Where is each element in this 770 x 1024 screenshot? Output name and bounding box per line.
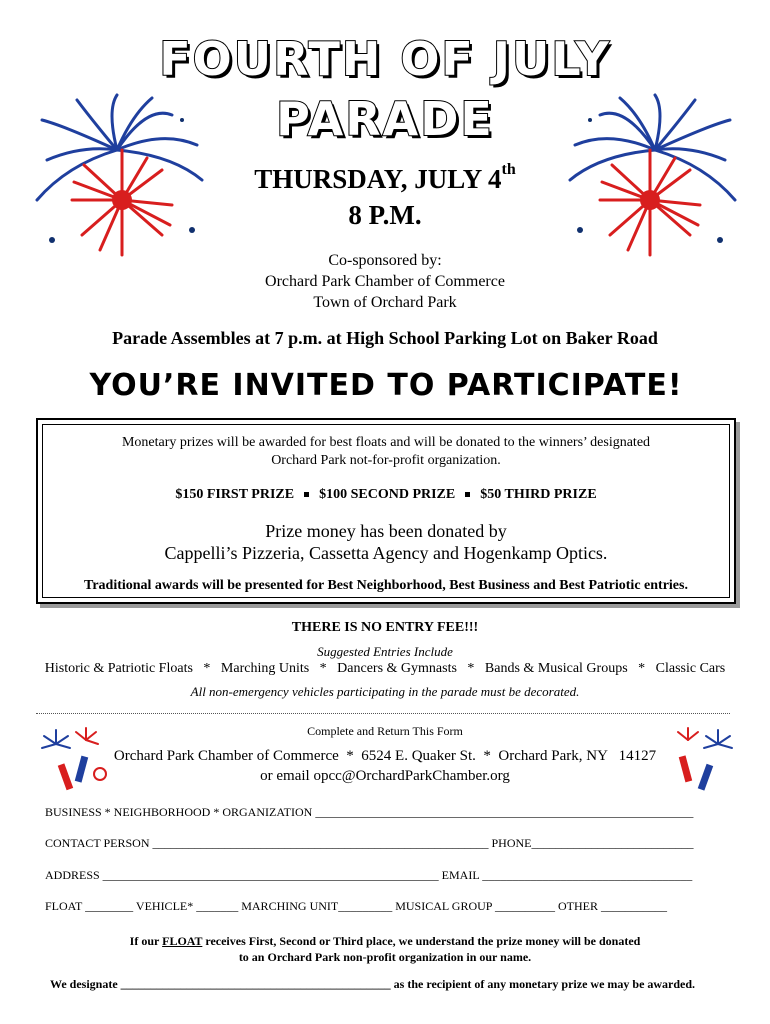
traditional-awards: Traditional awards will be presented for Best Neighborhood, Best Business and Best Patriotic entries. — [84, 578, 688, 593]
address-email-field[interactable]: ADDRESS ________________________________________________________ EMAIL ___________________________________ — [45, 868, 693, 882]
note-line-2: to an Orchard Park non-profit organization in our name. — [238, 950, 532, 964]
note-pre: If our — [129, 934, 163, 948]
contact-phone-field[interactable]: CONTACT PERSON ________________________________________________________ PHONE___________________________ — [45, 836, 694, 850]
prize-list — [38, 487, 734, 503]
entry-type-field[interactable]: FLOAT ________ VEHICLE* _______ MARCHING UNIT_________ MUSICAL GROUP __________ OTHER ___________ — [45, 899, 668, 913]
no-entry-fee: THERE IS NO ENTRY FEE!!! — [291, 620, 479, 635]
suggested-entries-heading: Suggested Entries Include — [317, 644, 453, 659]
title-line-1: FOURTH OF JULY — [159, 32, 611, 86]
invite-heading: YOU’RE INVITED TO PARTICIPATE! — [89, 368, 683, 403]
second-prize: $100 SECOND PRIZE — [319, 487, 456, 502]
sponsor-1: Orchard Park Chamber of Commerce — [265, 273, 505, 290]
sponsor-2: Town of Orchard Park — [313, 294, 457, 311]
title-line-2: PARADE — [276, 92, 494, 146]
event-date-main: THURSDAY, JULY 4 — [254, 164, 502, 194]
email-line[interactable]: or email opcc@OrchardParkChamber.org — [260, 768, 510, 784]
note-float: FLOAT — [162, 934, 203, 948]
donors — [38, 520, 734, 564]
sponsor-block — [0, 250, 770, 313]
designate-field[interactable]: We designate _____________________________________________ as the recipient of any monetary prize we may be awarded. — [50, 977, 696, 991]
third-prize: $50 THIRD PRIZE — [480, 487, 597, 502]
event-date-suffix: th — [501, 161, 516, 178]
prize-note — [0, 933, 770, 965]
assembly-info: Parade Assembles at 7 p.m. at High School Parking Lot on Baker Road — [112, 328, 658, 348]
sponsor-intro: Co-sponsored by: — [328, 252, 442, 269]
first-prize: $150 FIRST PRIZE — [175, 487, 295, 502]
decoration-notice: All non-emergency vehicles participating in the parade must be decorated. — [190, 684, 580, 699]
prize-text-1: Monetary prizes will be awarded for best floats and will be donated to the winners’ designated — [121, 435, 651, 450]
business-field[interactable]: BUSINESS * NEIGHBORHOOD * ORGANIZATION _______________________________________________________________ — [45, 805, 694, 819]
entries-list: Historic & Patriotic Floats * Marching Units * Dancers & Gymnasts * Bands & Musical Groups * Classic Cars — [44, 661, 726, 676]
note-line-1 — [0, 933, 770, 949]
prize-description — [38, 434, 734, 470]
event-date — [0, 161, 770, 195]
event-time: 8 P.M. — [348, 200, 422, 230]
rockets-right-icon — [662, 726, 742, 796]
prize-box — [36, 418, 736, 604]
note-post: receives First, Second or Third place, we understand the prize money will be donated — [202, 934, 641, 948]
form-heading: Complete and Return This Form — [307, 724, 463, 738]
cut-line — [36, 713, 730, 714]
donated-line-1: Prize money has been donated by — [265, 521, 507, 541]
address-line: Orchard Park Chamber of Commerce * 6524 E. Quaker St. * Orchard Park, NY 14127 — [113, 748, 657, 764]
bullet-square-icon — [304, 492, 309, 497]
donated-line-2: Cappelli’s Pizzeria, Cassetta Agency and Hogenkamp Optics. — [164, 543, 608, 563]
return-address — [0, 746, 770, 786]
prize-text-2: Orchard Park not-for-profit organization. — [271, 453, 501, 468]
bullet-square-icon — [465, 492, 470, 497]
